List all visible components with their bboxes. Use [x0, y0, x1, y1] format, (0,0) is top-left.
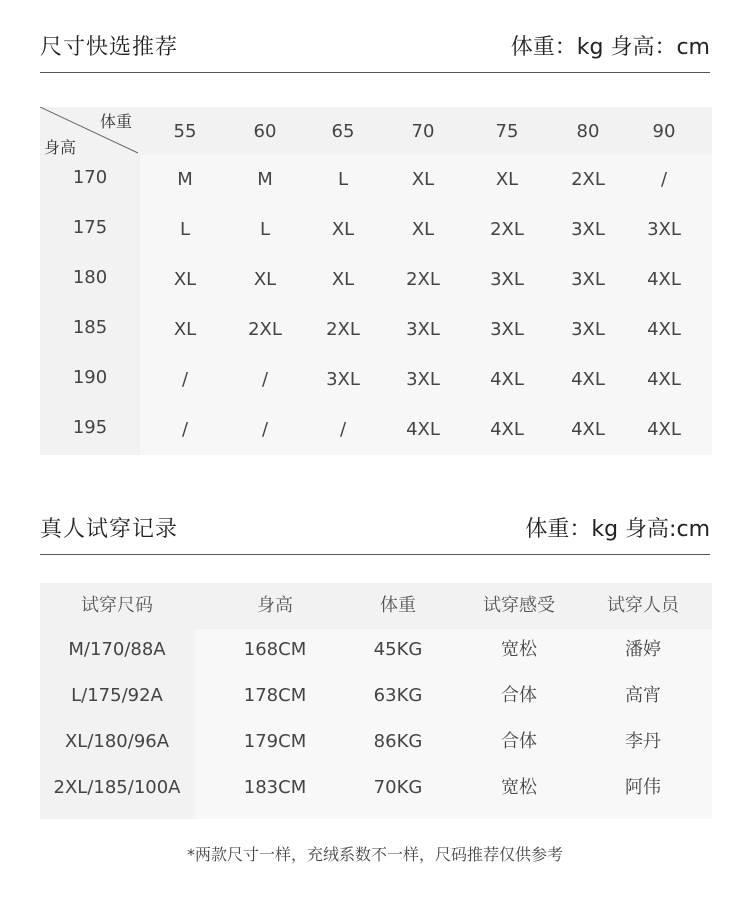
trial-record-title: 真人试穿记录	[40, 517, 179, 542]
trial-header: 试穿尺码	[81, 595, 153, 616]
trial-cell: 合体	[501, 731, 537, 752]
size-cell: 3XL	[406, 319, 440, 340]
size-cell: 3XL	[571, 319, 605, 340]
size-cell: 3XL	[490, 269, 524, 290]
trial-header: 体重	[380, 595, 416, 616]
size-cell: XL	[331, 219, 355, 240]
trial-cell: L/175/92A	[71, 685, 163, 706]
trial-record-header	[40, 510, 710, 555]
trial-cell: 合体	[501, 685, 537, 706]
size-cell: 3XL	[571, 269, 605, 290]
corner-weight-label: 体重	[100, 112, 133, 131]
height-header: 180	[72, 267, 108, 288]
height-header: 175	[72, 217, 108, 238]
size-cell: XL	[411, 169, 435, 190]
size-recommendation-table	[40, 107, 712, 455]
size-guide-title: 尺寸快选推荐	[40, 35, 179, 60]
size-cell: 4XL	[647, 269, 681, 290]
size-cell: 3XL	[647, 219, 681, 240]
trial-cell: M/170/88A	[68, 639, 166, 660]
size-cell: 2XL	[248, 319, 282, 340]
trial-record-unit: 体重：kg 身高:cm	[525, 517, 710, 542]
size-cell: /	[660, 169, 668, 190]
trial-cell: 86KG	[373, 731, 423, 752]
trial-cell: XL/180/96A	[64, 731, 170, 752]
size-cell: 2XL	[406, 269, 440, 290]
trial-cell: 70KG	[373, 777, 423, 798]
trial-header: 试穿感受	[483, 595, 555, 616]
trial-cell: 2XL/185/100A	[53, 777, 181, 798]
size-cell: XL	[411, 219, 435, 240]
size-cell: M	[257, 169, 273, 190]
trial-cell: 179CM	[243, 731, 307, 752]
height-header: 170	[72, 167, 108, 188]
height-header: 185	[72, 317, 108, 338]
size-cell: 4XL	[406, 419, 440, 440]
trial-cell: 45KG	[373, 639, 423, 660]
size-cell: L	[259, 219, 271, 240]
size-cell: XL	[173, 269, 197, 290]
size-cell: M	[177, 169, 193, 190]
size-cell: 2XL	[571, 169, 605, 190]
trial-cell: 183CM	[243, 777, 307, 798]
trial-record-table	[40, 583, 712, 819]
size-cell: /	[181, 419, 189, 440]
size-cell: /	[181, 369, 189, 390]
size-cell: L	[337, 169, 349, 190]
weight-header: 75	[495, 121, 519, 142]
size-guide-header	[40, 28, 710, 73]
size-cell: 2XL	[326, 319, 360, 340]
trial-cell: 阿伟	[625, 777, 661, 798]
weight-header: 65	[331, 121, 355, 142]
height-header: 195	[72, 417, 108, 438]
size-cell: L	[179, 219, 191, 240]
footnote: *两款尺寸一样，充绒系数不一样，尺码推荐仅供参考	[186, 845, 563, 864]
weight-header: 60	[253, 121, 277, 142]
size-cell: 4XL	[571, 369, 605, 390]
size-cell: 4XL	[490, 369, 524, 390]
trial-header: 试穿人员	[607, 595, 679, 616]
weight-header: 70	[411, 121, 435, 142]
size-cell: 4XL	[647, 419, 681, 440]
size-cell: XL	[253, 269, 277, 290]
trial-cell: 178CM	[243, 685, 307, 706]
size-cell: 4XL	[647, 319, 681, 340]
size-cell: 4XL	[490, 419, 524, 440]
size-cell: 3XL	[571, 219, 605, 240]
trial-cell: 168CM	[243, 639, 307, 660]
weight-header: 80	[576, 121, 600, 142]
size-cell: 4XL	[571, 419, 605, 440]
size-cell: /	[261, 369, 269, 390]
size-cell: XL	[173, 319, 197, 340]
trial-cell: 高宵	[625, 685, 661, 706]
size-cell: XL	[331, 269, 355, 290]
size-cell: 3XL	[490, 319, 524, 340]
size-cell: 4XL	[647, 369, 681, 390]
height-header: 190	[72, 367, 108, 388]
weight-header: 90	[652, 121, 676, 142]
size-guide-unit: 体重：kg 身高：cm	[510, 35, 710, 60]
trial-cell: 63KG	[373, 685, 423, 706]
size-cell: /	[261, 419, 269, 440]
weight-header: 55	[173, 121, 197, 142]
trial-cell: 李丹	[625, 731, 661, 752]
size-cell: 3XL	[406, 369, 440, 390]
corner-height-label: 身高	[44, 138, 77, 157]
size-cell: /	[339, 419, 347, 440]
size-cell: 3XL	[326, 369, 360, 390]
trial-cell: 宽松	[501, 639, 537, 660]
size-cell: 2XL	[490, 219, 524, 240]
trial-cell: 潘婷	[625, 639, 661, 660]
size-cell: XL	[495, 169, 519, 190]
trial-header: 身高	[257, 595, 293, 616]
trial-cell: 宽松	[501, 777, 537, 798]
